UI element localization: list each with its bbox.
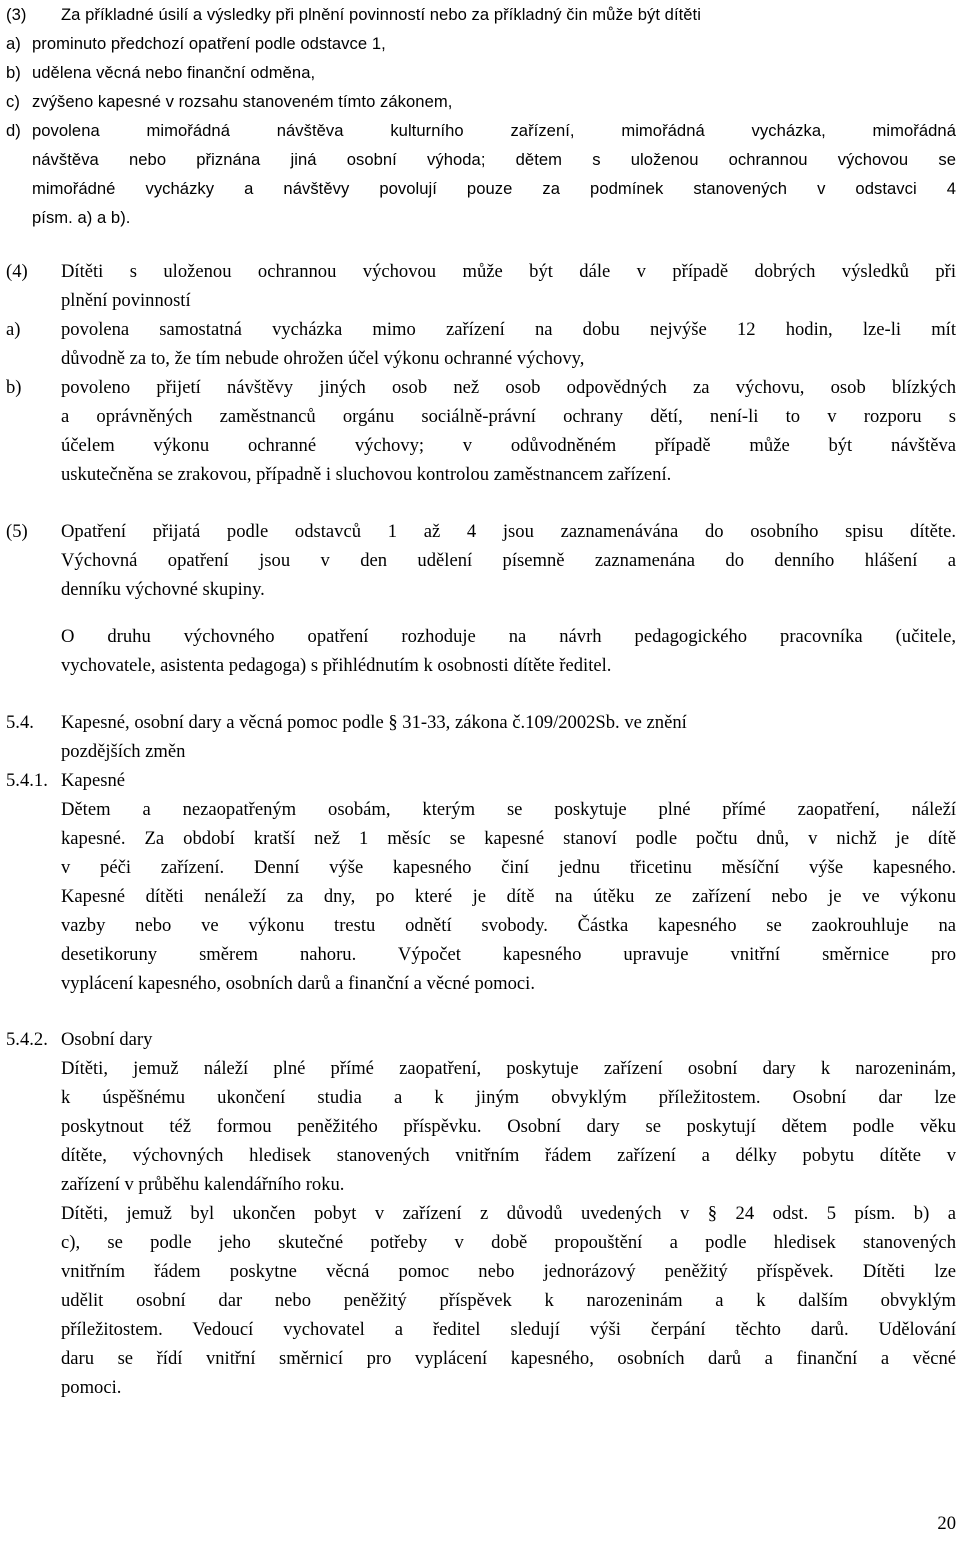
paragraph-5: (5) Opatření přijatá podle odstavců 1 až 4 jsou zaznamenávána do osobního spisu dítěte. Výchovná opatření jsou v den udělení písemně zaznamenána do denního hlášení a denníku výchovné skupiny. bbox=[6, 517, 956, 604]
section-number: 5.4.2. bbox=[6, 1029, 48, 1050]
section-number: 5.4.1. bbox=[6, 770, 48, 791]
section-5-4-1: 5.4.1. Kapesné Dětem a nezaopatřeným osobám, kterým se poskytuje plné přímé zaopatření, náleží kapesné. Za období kratší než 1 měsíc se kapesné stanoví podle počtu dnů, v nichž je dítě v péči zařízení. Denní výše kapesného činí jednu třicetinu měsíční výše kapesného. Kapesné dítěti nenáleží za dny, po které je dítě na útěku ze zařízení nebo je ve výkonu vazby nebo ve výkonu trestu odnětí svobody. Částka kapesného se zaokrouhluje na desetikoruny směrem nahoru. Výpočet kapesného upravuje vnitřní směrnice pro vyplácení kapesného, osobních darů a finanční a věcné pomoci. bbox=[6, 766, 956, 998]
list-item: a) povolena samostatná vycházka mimo zařízení na dobu nejvýše 12 hodin, lze-li mít důvodně za to, že tím nebude ohrožen účel výkonu ochranné výchovy, bbox=[6, 319, 956, 369]
paragraph-intro: Dítěti s uloženou ochrannou výchovou může být dále v případě dobrých výsledků při bbox=[61, 261, 956, 282]
list-item: b) udělena věcná nebo finanční odměna, bbox=[6, 63, 316, 82]
paragraph-intro: Za příkladné úsilí a výsledky při plnění povinností nebo za příkladný čin může být dítěti bbox=[61, 5, 701, 24]
section-number: 5.4. bbox=[6, 712, 34, 733]
page-number: 20 bbox=[937, 1513, 956, 1534]
paragraph-4: (4) Dítěti s uloženou ochrannou výchovou může být dále v případě dobrých výsledků při plnění povinností a) povolena samostatná vycházka mimo zařízení na dobu nejvýše 12 hodin, lze-li mít důvodně za to, že tím nebude ohrožen účel výkonu ochranné výchovy, b) povoleno přijetí návštěvy jiných osob než osob odpovědných za výchovu, osob blízkých a oprávněných zaměstnanců orgánu sociálně-právní ochrany dětí, není-li to v rozporu s účelem výkonu ochranné výchovy; v odůvodněném případě může být návštěva uskutečněna se zrakovou, případně i sluchovou kontrolou zaměstnancem zařízení. bbox=[6, 257, 956, 489]
section-title: Kapesné, osobní dary a věcná pomoc podle § 31-33, zákona č.109/2002Sb. ve znění bbox=[61, 712, 687, 733]
paragraph-3 bbox=[6, 0, 956, 232]
section-title: Osobní dary bbox=[61, 1029, 153, 1050]
list-item: a) prominuto předchozí opatření podle odstavce 1, bbox=[6, 34, 386, 53]
paragraph-5-note: O druhu výchovného opatření rozhoduje na návrh pedagogického pracovníka (učitele, vychovatele, asistenta pedagoga) s přihlédnutím k osobnosti dítěte ředitel. bbox=[61, 626, 956, 676]
list-item: d) povolena mimořádná návštěva kulturního zařízení, mimořádná vycházka, mimořádná návštěva nebo přiznána jiná osobní výhoda; dětem s uloženou ochrannou výchovou se mimořádné vycházky a návštěvy povolují pouze za podmínek stanovených v odstavci 4 písm. a) a b). bbox=[6, 121, 956, 227]
paragraph-number: (3) bbox=[6, 5, 27, 24]
list-item: b) povoleno přijetí návštěvy jiných osob než osob odpovědných za výchovu, osob blízkých a oprávněných zaměstnanců orgánu sociálně-právní ochrany dětí, není-li to v rozporu s účelem výkonu ochranné výchovy; v odůvodněném případě může být návštěva uskutečněna se zrakovou, případně i sluchovou kontrolou zaměstnancem zařízení. bbox=[6, 377, 956, 485]
list-item: c) zvýšeno kapesné v rozsahu stanoveném tímto zákonem, bbox=[6, 92, 453, 111]
section-5-4-heading: 5.4. Kapesné, osobní dary a věcná pomoc podle § 31-33, zákona č.109/2002Sb. ve znění pozdějších změn bbox=[6, 708, 956, 766]
section-title: Kapesné bbox=[61, 770, 126, 791]
section-5-4-2: 5.4.2. Osobní dary Dítěti, jemuž náleží plné přímé zaopatření, poskytuje zařízení osobní dary k narozeninám, k úspěšnému ukončení studia a k jiným obvyklým příležitostem. Osobní dar lze poskytnout též formou peněžitého příspěvku. Osobní dary se poskytují dětem podle věku dítěte, výchovných hledisek stanovených vnitřním řádem zařízení a délky pobytu dítěte v zařízení v průběhu kalendářního roku. Dítěti, jemuž byl ukončen pobyt v zařízení z důvodů uvedených v § 24 odst. 5 písm. b) a c), se podle jeho skutečné potřeby v době propouštění a podle hledisek stanovených vnitřním řádem poskytne věcná pomoc nebo jednorázový peněžitý příspěvek. Dítěti lze udělit osobní dar nebo peněžitý příspěvek k narozeninám a k dalším obvyklým příležitostem. Vedoucí vychovatel a ředitel sledují výši čerpání těchto darů. Udělování daru se řídí vnitřní směrnicí pro vyplácení kapesného, osobních darů a finanční a věcné pomoci. bbox=[6, 1025, 956, 1402]
paragraph-number: (4) bbox=[6, 261, 28, 282]
paragraph-number: (5) bbox=[6, 521, 28, 542]
